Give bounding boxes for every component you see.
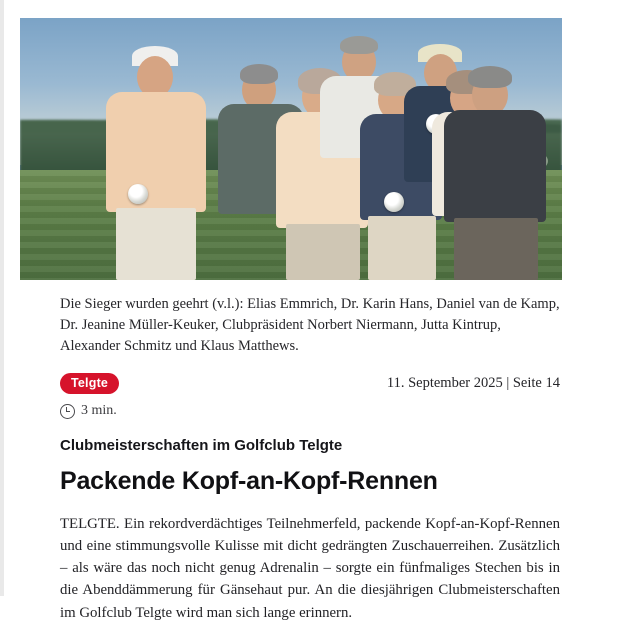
article-dateline: 11. September 2025 | Seite 14 bbox=[386, 375, 560, 392]
article-photo bbox=[20, 18, 562, 280]
section-tag[interactable]: Telgte bbox=[60, 373, 119, 394]
photo-caption: Die Sieger wurden geehrt (v.l.): Elias Emmrich, Dr. Karin Hans, Daniel van de Kamp, Dr. Jeanine Müller-Keuker, Clubpräsident Norbert Niermann, Jutta Kintrup, Alexander Schmitz und Klaus Matthews. bbox=[60, 296, 560, 355]
page-left-rule bbox=[0, 0, 4, 596]
article-meta-row bbox=[60, 373, 560, 394]
read-time bbox=[60, 403, 562, 419]
article-headline: Packende Kopf-an-Kopf-Rennen bbox=[60, 467, 438, 496]
read-time-label: 3 min. bbox=[81, 403, 117, 419]
article-kicker: Clubmeisterschaften im Golfclub Telgte bbox=[60, 437, 343, 455]
clock-icon bbox=[60, 404, 75, 419]
article-content bbox=[20, 18, 562, 639]
article-body: TELGTE. Ein rekordverdächtiges Teilnehmerfeld, packende Kopf-an-Kopf-Rennen und eine stimmungsvolle Kulisse mit dicht gedrängten Zuschauerreihen. Zusätzlich – als wäre das noch nicht genug Adrenalin – sorgte ein fünfmaliges Stechen bis in die Abenddämmerung für Gänsehaut pur. An die diesjährigen Clubmeisterschaften im Golfclub Telgte wird man sich lange erinnern. bbox=[60, 515, 560, 621]
